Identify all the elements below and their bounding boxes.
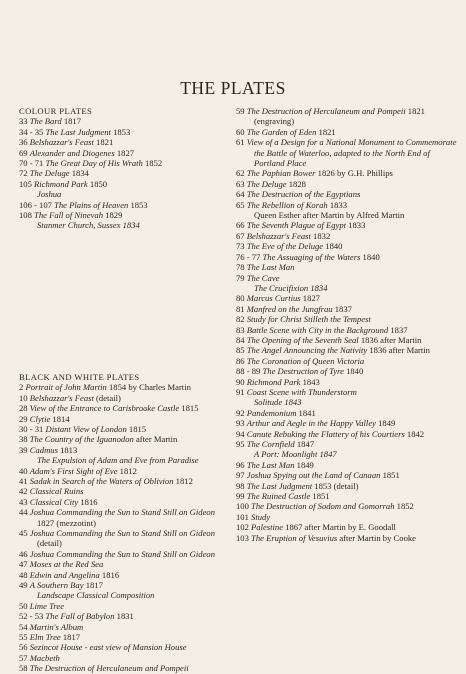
plate-number: 10 bbox=[19, 392, 28, 403]
plate-entry bbox=[236, 387, 462, 408]
plate-number: 72 bbox=[19, 168, 28, 179]
plate-entry bbox=[19, 642, 231, 652]
plate-entry bbox=[19, 507, 231, 528]
plate-entry bbox=[19, 580, 231, 601]
plate-number: 47 bbox=[19, 559, 28, 570]
plate-title: Joshua Spying out the Land of Canaan bbox=[246, 470, 381, 481]
plate-detail: 1849 bbox=[294, 459, 314, 470]
plate-title: Study bbox=[251, 511, 271, 522]
plate-entry bbox=[19, 486, 231, 496]
plate-secondary-title: The Expulsion of Adam and Eve from Paradise bbox=[37, 455, 199, 466]
plate-title: The Bard bbox=[29, 116, 62, 127]
plate-secondary-title: Solitude 1843 bbox=[254, 397, 302, 408]
plate-detail: 1831 bbox=[114, 611, 134, 622]
plate-title: Coast Scene with Thunderstorm bbox=[246, 386, 357, 397]
plate-title: Sadak in Search of the Waters of Oblivion bbox=[29, 475, 174, 486]
plate-title: Alexander and Diogenes bbox=[29, 147, 115, 158]
plate-number: 59 bbox=[236, 106, 245, 116]
plate-title: Richmond Park bbox=[246, 376, 301, 387]
plate-number: 91 bbox=[236, 386, 245, 397]
plate-entry bbox=[19, 179, 231, 200]
plate-number: 81 bbox=[236, 303, 245, 314]
plate-title: Clytie bbox=[29, 413, 51, 424]
plate-detail: 1851 bbox=[380, 470, 400, 481]
plate-number: 73 bbox=[236, 241, 245, 252]
plate-entry bbox=[19, 414, 231, 424]
plate-number: 30 - 31 bbox=[19, 423, 44, 434]
plate-entry bbox=[19, 434, 231, 444]
plate-entry bbox=[19, 559, 231, 569]
plate-title: The Destruction of Sodom and Gomorrah bbox=[251, 501, 395, 512]
plate-detail: 1842 bbox=[404, 428, 425, 439]
plate-title: The Deluge bbox=[246, 178, 287, 189]
plate-title: Battle Scene with City in the Background bbox=[246, 324, 389, 335]
plate-title: Manfred on the Jungfrau bbox=[246, 303, 333, 314]
plate-secondary-title: Joshua bbox=[37, 189, 62, 200]
plate-entry bbox=[236, 200, 462, 221]
plate-detail: 1816 bbox=[78, 496, 98, 507]
plate-title: The Destruction of Herculaneum and Pompeii bbox=[29, 663, 189, 674]
plate-detail: 1849 bbox=[375, 418, 396, 429]
plate-number: 88 - 89 bbox=[236, 366, 261, 377]
plate-entry bbox=[19, 476, 231, 486]
plate-entry bbox=[19, 158, 231, 168]
plate-title: Palestine bbox=[251, 522, 284, 533]
plate-title: Belshazzar's Feast bbox=[246, 230, 311, 241]
plate-entry bbox=[19, 382, 231, 392]
plate-number: 103 bbox=[236, 532, 249, 543]
plate-number: 52 - 53 bbox=[19, 611, 44, 622]
plate-detail: 1867 after Martin by E. Goodall bbox=[283, 522, 396, 533]
plate-detail: 1853 (detail) bbox=[312, 480, 359, 491]
plate-title: The Last Man bbox=[246, 262, 295, 273]
plate-number: 100 bbox=[236, 501, 249, 512]
plate-entry bbox=[19, 210, 231, 231]
plate-number: 63 bbox=[236, 178, 245, 189]
plate-title: The Fall of Babylon bbox=[45, 611, 115, 622]
plate-number: 48 bbox=[19, 569, 28, 580]
plate-title: Joshua Commanding the Sun to Stand Still on Gideon bbox=[29, 507, 215, 518]
plate-entry bbox=[236, 189, 462, 199]
plate-title: The Deluge bbox=[29, 168, 70, 179]
plate-detail: 1821 (engraving) bbox=[254, 106, 425, 127]
plate-entry bbox=[236, 179, 462, 189]
plate-entry bbox=[236, 304, 462, 314]
plate-title: Marcus Curtius bbox=[246, 293, 301, 304]
plate-detail: 1828 bbox=[286, 178, 306, 189]
plate-entry bbox=[19, 528, 231, 549]
plate-entry bbox=[236, 491, 462, 501]
plate-entry bbox=[236, 262, 462, 272]
plate-number: 43 bbox=[19, 496, 28, 507]
plate-title: Classical City bbox=[29, 496, 79, 507]
plate-number: 36 bbox=[19, 137, 28, 148]
plate-title: The Paphian Bower bbox=[246, 168, 316, 179]
plate-number: 57 bbox=[19, 652, 28, 663]
plate-detail: (detail) bbox=[37, 538, 62, 549]
plate-entry bbox=[236, 345, 462, 355]
plate-entry bbox=[236, 231, 462, 241]
plate-title: The Cornfield bbox=[246, 439, 295, 449]
plate-entry bbox=[19, 549, 231, 559]
plate-number: 34 - 35 bbox=[19, 126, 44, 137]
plate-number: 42 bbox=[19, 486, 28, 497]
plate-secondary-title: Landscape Classical Composition bbox=[37, 590, 155, 601]
plate-number: 84 bbox=[236, 334, 245, 345]
plate-entry bbox=[19, 200, 231, 210]
plate-number: 93 bbox=[236, 418, 245, 429]
plate-number: 49 bbox=[19, 580, 28, 590]
plate-title: The Eve of the Deluge bbox=[246, 241, 324, 252]
plate-title: Lime Tree bbox=[29, 600, 65, 611]
plate-entry bbox=[19, 137, 231, 147]
plate-detail: 1851 bbox=[310, 491, 330, 502]
plate-entry bbox=[19, 497, 231, 507]
plate-entry bbox=[236, 460, 462, 470]
plate-secondary-title: A Port: Moonlight 1847 bbox=[254, 449, 337, 460]
plate-number: 44 bbox=[19, 507, 28, 518]
plate-detail: after Martin by Cooke bbox=[337, 532, 416, 543]
plate-title: View of the Entrance to Carisbrooke Castle bbox=[29, 403, 180, 414]
plate-title: Elm Tree bbox=[29, 632, 61, 643]
plate-title: Classical Ruins bbox=[29, 486, 84, 497]
plate-detail: 1833 bbox=[346, 220, 366, 231]
plate-number: 64 bbox=[236, 189, 245, 200]
plate-entry bbox=[236, 481, 462, 491]
plate-number: 40 bbox=[19, 465, 28, 476]
plate-entry bbox=[236, 522, 462, 532]
plate-detail: (detail) bbox=[93, 392, 121, 403]
plate-detail: 1836 after Martin bbox=[358, 334, 422, 345]
plate-title: Canute Rebuking the Flattery of his Courtiers bbox=[246, 428, 405, 439]
plate-title: Moses at the Red Sea bbox=[29, 559, 104, 570]
plate-title: Edwin and Angelina bbox=[29, 569, 100, 580]
plate-entry bbox=[19, 622, 231, 632]
plate-number: 99 bbox=[236, 491, 245, 502]
plate-number: 65 bbox=[236, 199, 245, 210]
plate-detail: 1832 bbox=[310, 230, 331, 241]
plate-entry bbox=[236, 220, 462, 230]
plate-number: 101 bbox=[236, 511, 249, 522]
plate-number: 80 bbox=[236, 293, 245, 304]
plate-detail: 1812 bbox=[173, 475, 193, 486]
plate-title: The Destruction of Herculaneum and Pompeii bbox=[246, 106, 406, 116]
plate-number: 94 bbox=[236, 428, 245, 439]
plate-entry bbox=[236, 106, 462, 127]
plate-number: 29 bbox=[19, 413, 28, 424]
plate-number: 67 bbox=[236, 230, 245, 241]
plate-title: Belshazzar's Feast bbox=[29, 137, 94, 148]
plate-detail: 1814 bbox=[50, 413, 70, 424]
plate-entry bbox=[236, 252, 462, 262]
plate-number: 92 bbox=[236, 407, 245, 418]
plate-number: 46 bbox=[19, 548, 28, 559]
plate-title: The Opening of the Seventh Seal bbox=[246, 334, 359, 345]
right-column bbox=[236, 106, 462, 543]
plate-number: 38 bbox=[19, 434, 28, 445]
plate-entry bbox=[19, 601, 231, 611]
plate-number: 28 bbox=[19, 403, 28, 414]
plate-title: The Destruction of the Egyptians bbox=[246, 189, 361, 200]
plate-number: 58 bbox=[19, 663, 28, 674]
plate-entry bbox=[236, 335, 462, 345]
plate-title: View of a Design for a National Monument to Commemorate the Battle of Waterloo, adapted to the North End of Portland Place bbox=[246, 137, 457, 169]
plate-title: A Southern Bay bbox=[29, 580, 84, 590]
plate-title: The Last Man bbox=[246, 459, 295, 470]
plate-title: Study for Christ Stilleth the Tempest bbox=[246, 314, 371, 325]
plate-number: 33 bbox=[19, 116, 28, 127]
plate-title: The Last Judgment bbox=[246, 480, 313, 491]
plate-number: 108 bbox=[19, 210, 32, 221]
plate-title: Macbeth bbox=[29, 652, 60, 663]
plate-entry bbox=[236, 325, 462, 335]
plate-title: Belshazzar's Feast bbox=[29, 392, 94, 403]
plate-detail: 1840 bbox=[343, 366, 364, 377]
plate-detail: 1816 bbox=[99, 569, 120, 580]
plate-number: 78 bbox=[236, 262, 245, 273]
plate-entry bbox=[236, 408, 462, 418]
plate-detail: 1821 bbox=[93, 137, 114, 148]
plate-number: 62 bbox=[236, 168, 245, 179]
plate-detail: 1853 bbox=[128, 199, 148, 210]
plate-entry bbox=[236, 377, 462, 387]
plate-detail: 1817 bbox=[60, 632, 81, 643]
plate-detail: 1850 bbox=[87, 178, 108, 189]
plate-entry bbox=[19, 148, 231, 158]
plate-detail: 1840 bbox=[323, 241, 343, 252]
plate-entry bbox=[236, 533, 462, 543]
plate-detail: 1847 bbox=[294, 439, 315, 449]
plate-detail: 1852 bbox=[394, 501, 414, 512]
plate-number: 106 - 107 bbox=[19, 199, 52, 210]
plate-number: 97 bbox=[236, 470, 245, 481]
plate-number: 79 bbox=[236, 272, 245, 283]
plate-number: 60 bbox=[236, 126, 245, 137]
plate-detail: after Martin bbox=[133, 434, 178, 445]
plate-detail: 1843 bbox=[300, 376, 320, 387]
plate-title: Adam's First Sight of Eve bbox=[29, 465, 118, 476]
plate-title: Joshua Commanding the Sun to Stand Still on Gideon bbox=[29, 527, 215, 538]
plate-detail: 1821 bbox=[316, 126, 336, 137]
colour-plates-list bbox=[19, 116, 231, 230]
plate-entry bbox=[236, 356, 462, 366]
plate-secondary-title: Queen Esther after Martin by Alfred Martin bbox=[254, 210, 405, 221]
colour-plates-heading: COLOUR PLATES bbox=[19, 106, 93, 116]
plate-entry bbox=[19, 632, 231, 642]
plate-detail: 1817 bbox=[83, 580, 103, 590]
plate-title: Cadmus bbox=[29, 444, 58, 455]
plate-entry bbox=[236, 168, 462, 178]
plate-entry bbox=[19, 653, 231, 663]
plate-number: 55 bbox=[19, 632, 28, 643]
plate-detail: 1827 bbox=[300, 293, 320, 304]
black-and-white-plates-heading: BLACK AND WHITE PLATES bbox=[19, 371, 140, 382]
plate-number: 96 bbox=[236, 459, 245, 470]
plate-detail: 1833 bbox=[327, 199, 348, 210]
plate-detail: 1815 bbox=[179, 403, 199, 414]
plate-number: 85 bbox=[236, 345, 245, 356]
plate-entry bbox=[19, 393, 231, 403]
plate-title: The Plains of Heaven bbox=[54, 199, 129, 210]
plate-number: 90 bbox=[236, 376, 245, 387]
plate-title: The Coronation of Queen Victoria bbox=[246, 355, 365, 366]
plate-entry bbox=[236, 366, 462, 376]
plate-title: The Seventh Plague of Egypt bbox=[246, 220, 347, 231]
plate-entry bbox=[19, 466, 231, 476]
plate-title: Joshua Commanding the Sun to Stand Still on Gideon bbox=[29, 548, 215, 559]
plate-title: The Cave bbox=[246, 272, 280, 283]
plate-number: 95 bbox=[236, 439, 245, 449]
plate-entry bbox=[19, 663, 231, 673]
plates-list-continued bbox=[236, 106, 462, 543]
plate-detail: 1829 bbox=[103, 210, 123, 221]
plate-entry bbox=[236, 137, 462, 168]
plate-detail: 1853 bbox=[110, 126, 131, 137]
plate-number: 83 bbox=[236, 324, 245, 335]
plate-title: Sezincot House - east view of Mansion House bbox=[29, 642, 187, 653]
plate-entry bbox=[236, 241, 462, 251]
plate-detail: 1834 bbox=[69, 168, 89, 179]
plate-number: 76 - 77 bbox=[236, 251, 261, 262]
plate-number: 69 bbox=[19, 147, 28, 158]
plate-entry bbox=[236, 293, 462, 303]
plate-number: 86 bbox=[236, 355, 245, 366]
plate-entry bbox=[19, 116, 231, 126]
plate-detail: 1854 by Charles Martin bbox=[106, 382, 191, 393]
plate-entry bbox=[19, 424, 231, 434]
black-and-white-plates-list bbox=[19, 382, 231, 673]
plate-number: 82 bbox=[236, 314, 245, 325]
plate-number: 105 bbox=[19, 178, 32, 189]
plate-detail: 1813 bbox=[57, 444, 78, 455]
plate-detail: 1836 after Martin bbox=[367, 345, 430, 356]
plate-entry bbox=[19, 168, 231, 178]
plate-detail: 1840 bbox=[360, 251, 380, 262]
plate-title: The Ruined Castle bbox=[246, 491, 311, 502]
plate-detail: 1827 (mezzotint) bbox=[37, 517, 96, 528]
plate-number: 2 bbox=[19, 382, 24, 393]
plate-number: 39 bbox=[19, 444, 28, 455]
page-title: THE PLATES bbox=[180, 77, 286, 98]
plate-title: Pandemonium bbox=[246, 407, 297, 418]
plate-entry bbox=[19, 127, 231, 137]
plate-secondary-title: The Crucifixion 1834 bbox=[254, 282, 328, 293]
plate-entry bbox=[19, 445, 231, 466]
plate-title: The Angel Announcing the Nativity bbox=[246, 345, 368, 356]
plate-entry bbox=[236, 501, 462, 511]
plate-detail: 1837 bbox=[388, 324, 408, 335]
plate-number: 61 bbox=[236, 137, 245, 148]
plate-title: The Destruction of Tyre bbox=[262, 366, 344, 377]
plate-entry bbox=[236, 418, 462, 428]
plate-detail: 1837 bbox=[332, 303, 352, 314]
plate-detail: 1817 bbox=[61, 116, 82, 127]
plate-number: 50 bbox=[19, 600, 28, 611]
plate-entry bbox=[236, 512, 462, 522]
plate-detail: 1826 by G.H. Phillips bbox=[315, 168, 393, 179]
plate-number: 66 bbox=[236, 220, 245, 231]
plate-entry bbox=[236, 439, 462, 460]
plate-detail: 1812 bbox=[117, 465, 137, 476]
left-column bbox=[19, 106, 231, 674]
plate-number: 54 bbox=[19, 621, 28, 632]
plate-title: Martin's Album bbox=[29, 621, 84, 632]
plate-detail: 1852 bbox=[142, 158, 163, 169]
plate-entry bbox=[236, 429, 462, 439]
plate-title: Richmond Park bbox=[34, 178, 88, 189]
plate-title: The Great Day of His Wrath bbox=[45, 158, 143, 169]
plate-secondary-title: Stanmer Church, Sussex 1834 bbox=[37, 220, 140, 231]
plate-detail: 1841 bbox=[296, 407, 316, 418]
plate-title: The Fall of Ninevah bbox=[34, 210, 104, 221]
plate-detail: 1827 bbox=[114, 147, 135, 158]
plate-number: 70 - 71 bbox=[19, 158, 44, 169]
plate-title: The Rebellion of Korah bbox=[246, 199, 328, 210]
plate-entry bbox=[19, 403, 231, 413]
plate-title: The Last Judgment bbox=[45, 126, 111, 137]
plate-title: The Garden of Eden bbox=[246, 126, 317, 137]
plate-number: 45 bbox=[19, 527, 28, 538]
plate-title: The Country of the Iguanodon bbox=[29, 434, 134, 445]
plate-number: 98 bbox=[236, 480, 245, 491]
plate-entry bbox=[236, 470, 462, 480]
plate-entry bbox=[236, 314, 462, 324]
plate-entry bbox=[236, 127, 462, 137]
plate-title: The Assuaging of the Waters bbox=[262, 251, 361, 262]
plate-number: 102 bbox=[236, 522, 249, 533]
plate-title: Portrait of John Martin bbox=[25, 382, 107, 393]
plate-detail: 1815 bbox=[126, 423, 147, 434]
plate-number: 41 bbox=[19, 475, 28, 486]
plate-entry bbox=[236, 273, 462, 294]
plate-title: The Eruption of Vesuvius bbox=[251, 532, 338, 543]
plate-number: 56 bbox=[19, 642, 28, 653]
plate-entry bbox=[19, 611, 231, 621]
plate-title: Arthur and Aegle in the Happy Valley bbox=[246, 418, 376, 429]
plate-entry bbox=[19, 570, 231, 580]
plate-title: Distant View of London bbox=[45, 423, 127, 434]
